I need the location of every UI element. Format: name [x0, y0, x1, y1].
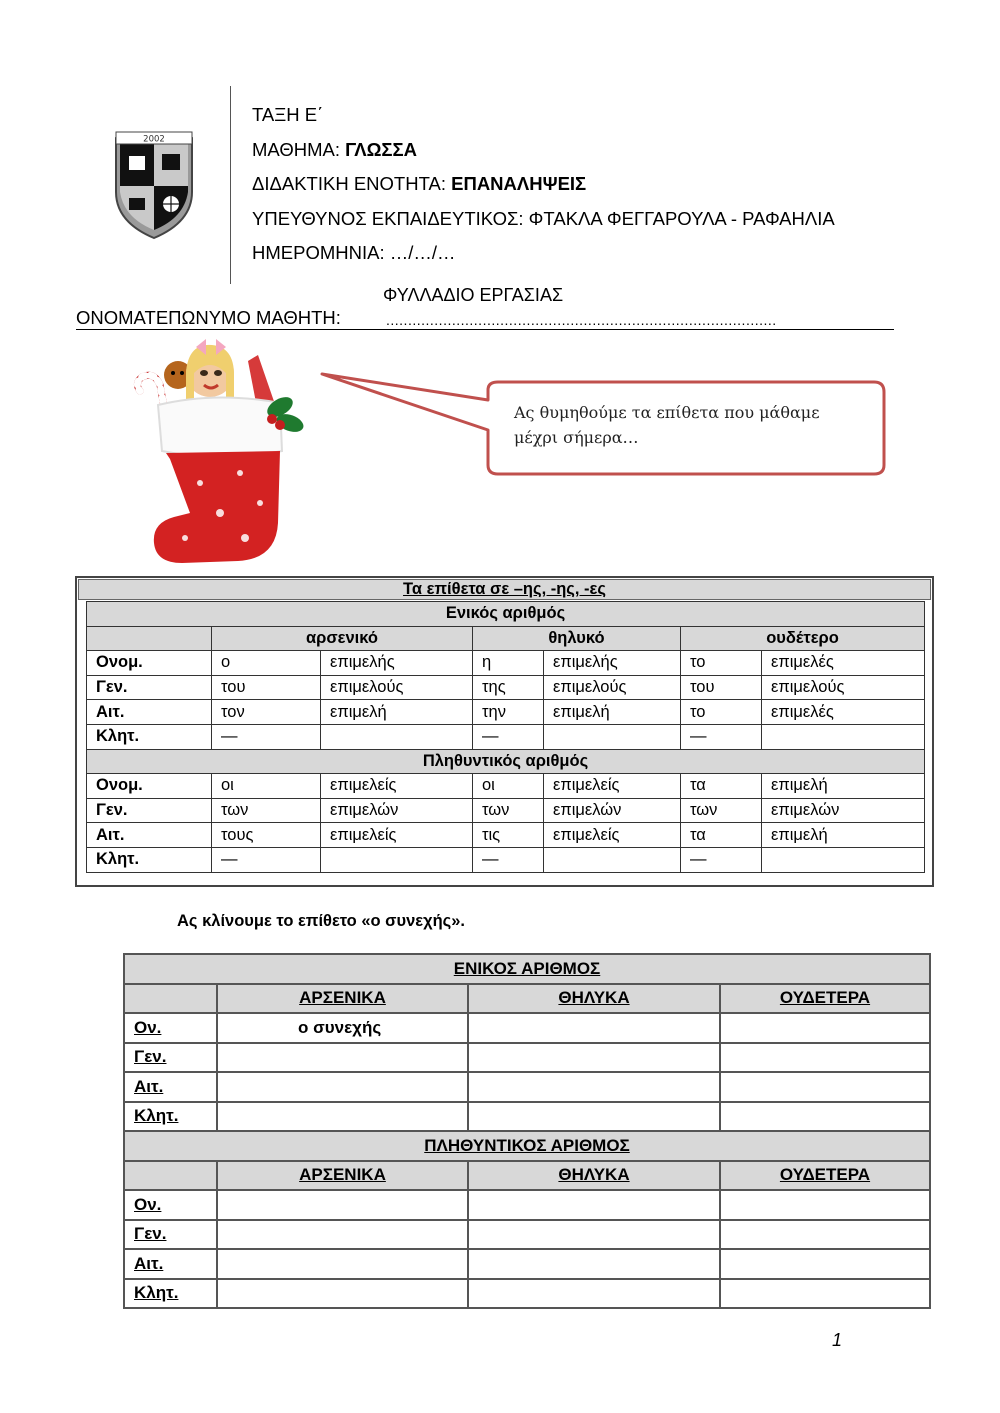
table-row — [124, 1279, 930, 1309]
adjective-cell: επιμελούς — [321, 675, 473, 700]
worksheet-title: ΦΥΛΛΑΔΙΟ ΕΡΓΑΣΙΑΣ — [383, 285, 564, 305]
adjective-cell — [762, 847, 925, 872]
table-row — [87, 847, 925, 872]
adjective-cell: επιμελείς — [544, 823, 681, 848]
subject-label: ΜΑΘΗΜΑ: — [252, 139, 341, 160]
adjective-cell — [544, 724, 681, 749]
answer-cell-example[interactable]: ο συνεχής — [217, 1013, 468, 1043]
table-row — [124, 1102, 930, 1132]
student-name-field[interactable]: ......................................................................................... — [386, 312, 777, 328]
answer-cell[interactable] — [217, 1279, 468, 1309]
page-number: 1 — [832, 1330, 843, 1350]
article-cell: του — [212, 675, 321, 700]
adjective-cell: επιμελή — [762, 774, 925, 799]
subject-value: ΓΛΩΣΣΑ — [345, 139, 417, 160]
exercise-header-masculine: ΑΡΣΕΝΙΚΑ — [217, 984, 468, 1014]
case-label: Κλητ. — [124, 1279, 217, 1309]
logo-year: 2002 — [143, 134, 165, 145]
answer-cell[interactable] — [468, 1043, 720, 1073]
exercise-header-feminine: ΘΗΛΥΚΑ — [468, 984, 720, 1014]
date-line: ΗΜΕΡΟΜΗΝΙΑ: …/…/… — [252, 242, 456, 263]
gender-header-neuter: ουδέτερο — [681, 626, 925, 651]
adjective-cell: επιμελών — [762, 798, 925, 823]
article-cell: το — [681, 651, 762, 676]
adjective-cell: επιμελές — [762, 700, 925, 725]
answer-cell[interactable] — [720, 1072, 930, 1102]
adjective-cell: επιμελής — [321, 651, 473, 676]
adjective-cell: επιμελούς — [544, 675, 681, 700]
christmas-stocking-illustration — [130, 333, 305, 568]
table-row — [124, 1043, 930, 1073]
class-line: ΤΑΞΗ Ε΄ — [252, 104, 324, 125]
teacher-line: ΥΠΕΥΘΥΝΟΣ ΕΚΠΑΙΔΕΥΤΙΚΟΣ: ΦΤΑΚΛΑ ΦΕΓΓΑΡΟΥΛΑ - ΡΑΦΑΗΛΙΑ — [252, 208, 835, 229]
article-cell: — — [212, 724, 321, 749]
case-label: Αιτ. — [124, 1249, 217, 1279]
adjective-cell: επιμελή — [762, 823, 925, 848]
article-cell: — — [473, 724, 544, 749]
article-cell: τα — [681, 823, 762, 848]
table-row — [87, 651, 925, 676]
article-cell: ο — [212, 651, 321, 676]
case-label: Γεν. — [87, 675, 212, 700]
article-cell: τις — [473, 823, 544, 848]
case-label: Ονομ. — [87, 651, 212, 676]
exercise-header-neuter: ΟΥΔΕΤΕΡΑ — [720, 1161, 930, 1191]
corner-cell — [124, 1161, 217, 1191]
answer-cell[interactable] — [217, 1190, 468, 1220]
case-label: Αιτ. — [87, 700, 212, 725]
answer-cell[interactable] — [217, 1249, 468, 1279]
case-label: Γεν. — [87, 798, 212, 823]
adjective-cell — [321, 724, 473, 749]
adjective-cell: επιμελών — [321, 798, 473, 823]
article-cell: το — [681, 700, 762, 725]
adjective-cell: επιμελής — [544, 651, 681, 676]
adjective-cell: επιμελών — [544, 798, 681, 823]
adjective-cell — [544, 847, 681, 872]
student-name-label: ΟΝΟΜΑΤΕΠΩΝΥΜΟ ΜΑΘΗΤΗ: — [76, 307, 341, 328]
subject-line — [252, 139, 417, 161]
article-cell: τον — [212, 700, 321, 725]
answer-cell[interactable] — [217, 1220, 468, 1250]
answer-cell[interactable] — [720, 1249, 930, 1279]
answer-cell[interactable] — [217, 1102, 468, 1132]
answer-cell[interactable] — [468, 1102, 720, 1132]
speech-bubble-text: Ας θυμηθούμε τα επίθετα που μάθαμε μέχρι σήμερα… — [514, 403, 820, 447]
case-label: Γεν. — [124, 1043, 217, 1073]
article-cell: — — [681, 724, 762, 749]
article-cell: των — [681, 798, 762, 823]
gender-header-masculine: αρσενικό — [212, 626, 473, 651]
exercise-declension-table — [123, 953, 931, 1309]
unit-value: ΕΠΑΝΑΛΗΨΕΙΣ — [451, 173, 587, 194]
table-row — [124, 1249, 930, 1279]
article-cell: τα — [681, 774, 762, 799]
adjective-cell: επιμελούς — [762, 675, 925, 700]
adjective-cell: επιμελείς — [544, 774, 681, 799]
exercise-plural-label: ΠΛΗΘΥΝΤΙΚΟΣ ΑΡΙΘΜΟΣ — [124, 1131, 930, 1161]
exercise-singular-label: ΕΝΙΚΟΣ ΑΡΙΘΜΟΣ — [124, 954, 930, 984]
table-row — [124, 1072, 930, 1102]
gender-header-feminine: θηλυκό — [473, 626, 681, 651]
table-row — [87, 798, 925, 823]
article-cell: οι — [212, 774, 321, 799]
table-row — [87, 724, 925, 749]
answer-cell[interactable] — [720, 1043, 930, 1073]
corner-cell — [87, 626, 212, 651]
adjective-cell: επιμελή — [321, 700, 473, 725]
exercise-header-neuter: ΟΥΔΕΤΕΡΑ — [720, 984, 930, 1014]
exercise-header-masculine: ΑΡΣΕΝΙΚΑ — [217, 1161, 468, 1191]
student-name-underline — [76, 329, 894, 330]
singular-section-label: Ενικός αριθμός — [87, 602, 925, 627]
answer-cell[interactable] — [468, 1013, 720, 1043]
answer-cell[interactable] — [720, 1190, 930, 1220]
adjective-cell: επιμελή — [544, 700, 681, 725]
adjective-cell — [321, 847, 473, 872]
answer-cell[interactable] — [720, 1102, 930, 1132]
answer-cell[interactable] — [217, 1072, 468, 1102]
case-label: Κλητ. — [124, 1102, 217, 1132]
plural-section-label: Πληθυντικός αριθμός — [87, 749, 925, 774]
article-cell: των — [473, 798, 544, 823]
case-label: Αιτ. — [87, 823, 212, 848]
answer-cell[interactable] — [468, 1190, 720, 1220]
answer-cell[interactable] — [720, 1013, 930, 1043]
case-label: Κλητ. — [87, 847, 212, 872]
table-row — [124, 1190, 930, 1220]
case-label: Κλητ. — [87, 724, 212, 749]
answer-cell[interactable] — [468, 1249, 720, 1279]
case-label: Ον. — [124, 1190, 217, 1220]
article-cell: των — [212, 798, 321, 823]
answer-cell[interactable] — [217, 1043, 468, 1073]
table-row — [87, 675, 925, 700]
exercise-instruction: Ας κλίνουμε το επίθετο «ο συνεχής». — [177, 912, 466, 930]
table-row — [87, 823, 925, 848]
adjectives-declension-table — [86, 601, 925, 873]
table-row — [124, 1013, 930, 1043]
header-divider — [230, 86, 231, 284]
table-row — [87, 700, 925, 725]
article-cell: του — [681, 675, 762, 700]
case-label: Ονομ. — [87, 774, 212, 799]
exercise-header-feminine: ΘΗΛΥΚΑ — [468, 1161, 720, 1191]
corner-cell — [124, 984, 217, 1014]
adjective-cell: επιμελείς — [321, 774, 473, 799]
answer-cell[interactable] — [720, 1279, 930, 1309]
table-row — [87, 774, 925, 799]
article-cell: — — [681, 847, 762, 872]
table-row — [124, 1220, 930, 1250]
article-cell: της — [473, 675, 544, 700]
article-cell: η — [473, 651, 544, 676]
school-crest-logo — [112, 130, 196, 240]
article-cell: — — [212, 847, 321, 872]
answer-cell[interactable] — [720, 1220, 930, 1250]
article-cell: — — [473, 847, 544, 872]
article-cell: οι — [473, 774, 544, 799]
answer-cell[interactable] — [468, 1279, 720, 1309]
case-label: Αιτ. — [124, 1072, 217, 1102]
adjective-cell — [762, 724, 925, 749]
article-cell: τους — [212, 823, 321, 848]
unit-label: ΔΙΔΑΚΤΙΚΗ ΕΝΟΤΗΤΑ: — [252, 173, 446, 194]
case-label: Ον. — [124, 1013, 217, 1043]
adjectives-table-title: Τα επίθετα σε –ης, -ης, -ες — [78, 579, 931, 600]
answer-cell[interactable] — [468, 1220, 720, 1250]
unit-line — [252, 173, 586, 195]
adjective-cell: επιμελές — [762, 651, 925, 676]
article-cell: την — [473, 700, 544, 725]
adjective-cell: επιμελείς — [321, 823, 473, 848]
answer-cell[interactable] — [468, 1072, 720, 1102]
case-label: Γεν. — [124, 1220, 217, 1250]
